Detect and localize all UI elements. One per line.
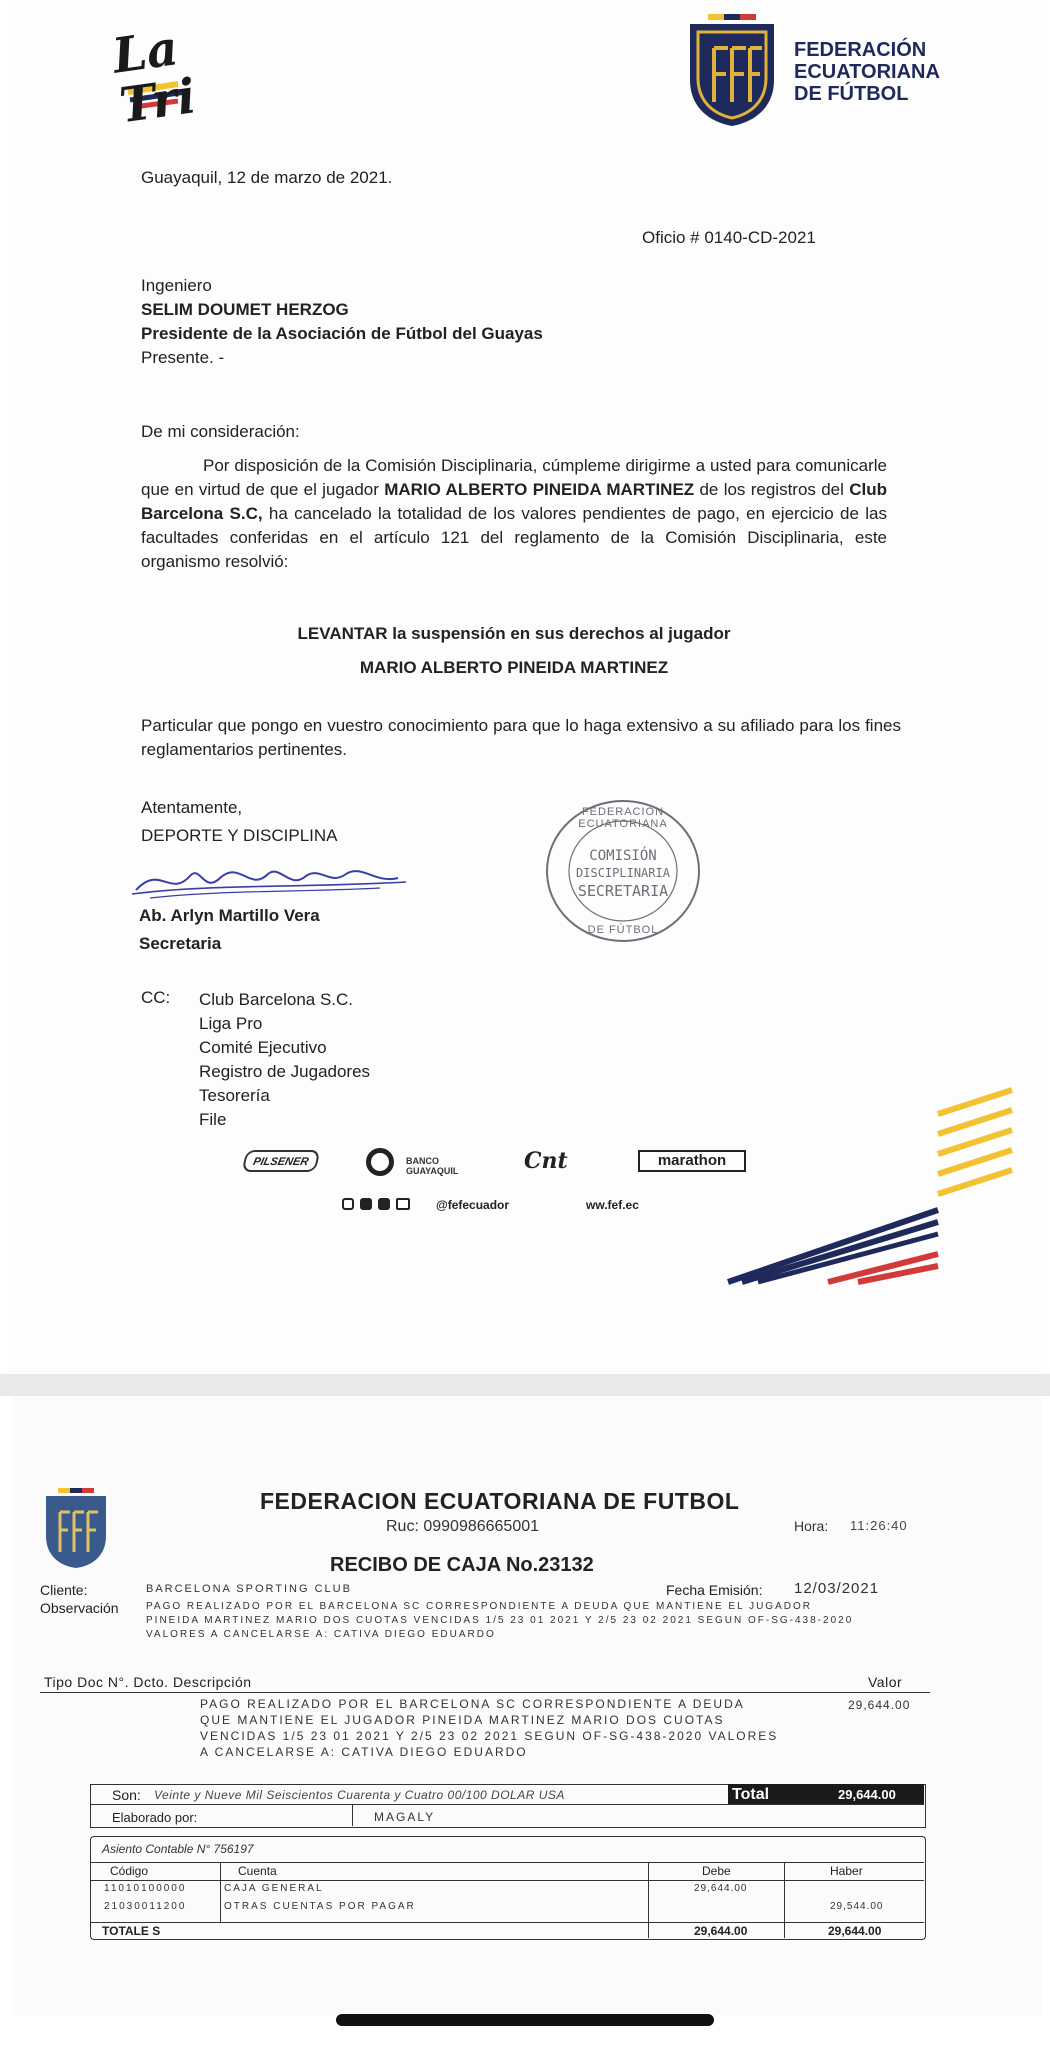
elaborado-value: MAGALY: [374, 1810, 436, 1824]
receipt-hora-value: 11:26:40: [850, 1518, 908, 1533]
observacion-text: [146, 1600, 926, 1642]
cc-label: CC:: [141, 988, 171, 1007]
body-player-name: MARIO ALBERTO PINEIDA MARTINEZ: [384, 480, 695, 499]
son-value: Veinte y Nueve Mil Seiscientos Cuarenta y Cuatro 00/100 DOLAR USA: [154, 1788, 565, 1802]
observacion-line: VALORES A CANCELARSE A: CATIVA DIEGO EDUARDO: [146, 1629, 496, 1640]
totals-divider: [90, 1922, 924, 1923]
cc-item: Club Barcelona S.C.: [199, 990, 354, 1009]
home-indicator[interactable]: [336, 2014, 714, 2026]
banco-guayaquil-icon: [366, 1148, 394, 1176]
col-divider-haber: [784, 1862, 785, 1938]
stamp-line-3: SECRETARIA: [577, 882, 669, 900]
body-text-2: de los registros del: [694, 480, 850, 499]
fef-name-line3: DE FÚTBOL: [794, 83, 909, 105]
row-1-cuenta: CAJA GENERAL: [224, 1883, 324, 1894]
th-haber: Haber: [830, 1864, 863, 1878]
social-icons: [342, 1198, 426, 1212]
header-row-divider: [90, 1880, 924, 1881]
facebook-icon[interactable]: [360, 1198, 372, 1210]
stamp-line-1: COMISIÓN: [589, 848, 657, 864]
column-header-description: Tipo Doc N°. Dcto. Descripción: [44, 1674, 252, 1690]
cc-item: Tesorería: [199, 1086, 270, 1105]
stamp-line-2: DISCIPLINARIA: [576, 866, 670, 880]
son-divider: [90, 1804, 924, 1805]
signer-name: Ab. Arlyn Martillo Vera: [139, 906, 320, 925]
observacion-label: Observación: [40, 1600, 119, 1616]
elaborado-label: Elaborado por:: [112, 1810, 198, 1825]
total-value: 29,644.00: [838, 1787, 896, 1802]
row-1-debe: 29,644.00: [694, 1883, 748, 1894]
body-club-name: Club Barcelona S.C,: [141, 480, 887, 523]
la-tri-logo-text: La Tri: [109, 20, 200, 135]
row-2-codigo: 21030011200: [104, 1901, 187, 1912]
stamp-ring-bottom: DE FÚTBOL: [587, 924, 659, 936]
col-divider-cuenta: [220, 1862, 221, 1922]
totals-debe: 29,644.00: [694, 1924, 748, 1938]
son-label: Son:: [112, 1787, 141, 1803]
recipient-name: SELIM DOUMET HERZOG: [141, 300, 349, 319]
recipient-title: Ingeniero: [141, 276, 212, 295]
sponsor-pilsener: [242, 1150, 321, 1172]
page-separator: [0, 1374, 1050, 1396]
cc-item: Liga Pro: [199, 1014, 263, 1033]
sponsor-cnt: Cnt: [524, 1148, 568, 1174]
stamp-ring-top: FEDERACIÓN ECUATORIANA: [578, 806, 668, 830]
fef-shield-logo: [684, 14, 780, 128]
website-link[interactable]: ww.fef.ec: [586, 1198, 639, 1212]
place-date: Guayaquil, 12 de marzo de 2021.: [141, 168, 393, 187]
col-divider-debe: [648, 1862, 649, 1938]
decorative-stripes: [718, 1082, 1018, 1292]
header-divider: [40, 1692, 930, 1693]
table-top-divider: [90, 1862, 924, 1863]
instagram-icon[interactable]: [342, 1198, 354, 1210]
cc-list: [199, 988, 370, 1132]
handwritten-signature: [130, 854, 410, 908]
description-line: A CANCELARSE A: CATIVA DIEGO EDUARDO: [200, 1745, 528, 1759]
asiento-label: Asiento Contable N° 756197: [102, 1842, 254, 1856]
body-text-1: Por disposición de la Comisión Disciplinaria, cúmpleme dirigirme a usted para comunicarle que en virtud de que el jugador: [141, 456, 887, 499]
mail-icon[interactable]: [396, 1198, 410, 1210]
fef-receipt-shield-logo: [44, 1488, 108, 1570]
letter-page: [8, 0, 1042, 1372]
receipt-ruc: Ruc: 0990986665001: [386, 1518, 540, 1535]
recipient-position: Presidente de la Asociación de Fútbol del Guayas: [141, 324, 543, 343]
sponsor-banco-guayaquil: BANCO GUAYAQUIL: [406, 1156, 459, 1176]
receipt-page: [12, 1396, 1042, 2016]
observacion-line: PAGO REALIZADO POR EL BARCELONA SC CORRESPONDIENTE A DEUDA QUE MANTIENE EL JUGADOR: [146, 1601, 812, 1612]
recipient-presente: Presente. -: [141, 348, 225, 367]
receipt-hora-label: Hora:: [794, 1518, 829, 1534]
row-2-cuenta: OTRAS CUENTAS POR PAGAR: [224, 1901, 416, 1912]
regards: Atentamente,: [141, 798, 243, 817]
description-line: QUE MANTIENE EL JUGADOR PINEIDA MARTINEZ MARIO DOS CUOTAS: [200, 1713, 725, 1727]
description-line: PAGO REALIZADO POR EL BARCELONA SC CORRESPONDIENTE A DEUDA: [200, 1697, 745, 1711]
fecha-label: Fecha Emisión:: [666, 1582, 763, 1598]
description-value: 29,644.00: [848, 1698, 911, 1712]
department: DEPORTE Y DISCIPLINA: [141, 826, 338, 845]
linkedin-icon[interactable]: [378, 1198, 390, 1210]
totals-haber: 29,644.00: [828, 1924, 882, 1938]
sponsor-pilsener-text: PILSENER: [251, 1156, 310, 1168]
receipt-title: RECIBO DE CAJA No.23132: [330, 1554, 594, 1576]
description-line: VENCIDAS 1/5 23 01 2021 Y 2/5 23 02 2021 SEGUN OF-SG-438-2020 VALORES: [200, 1729, 779, 1743]
salutation: De mi consideración:: [141, 422, 300, 441]
th-cuenta: Cuenta: [238, 1864, 277, 1878]
body-text-3: ha cancelado la totalidad de los valores pendientes de pago, en ejercicio de las facultades conferidas en el artículo 121 del reglamento de la Comisión Disciplinaria, este organismo resolvió:: [141, 504, 887, 571]
resolution-line-2: MARIO ALBERTO PINEIDA MARTINEZ: [359, 658, 669, 677]
cliente-value: BARCELONA SPORTING CLUB: [146, 1583, 352, 1595]
observacion-line: PINEIDA MARTINEZ MARIO DOS CUOTAS VENCIDAS 1/5 23 01 2021 Y 2/5 23 02 2021 SEGUN OF-SG-438-2020: [146, 1615, 854, 1626]
oficio-number: Oficio # 0140-CD-2021: [642, 228, 816, 247]
resolution-line-1: LEVANTAR la suspensión en sus derechos al jugador: [297, 624, 731, 643]
fef-name-line1: FEDERACIÓN: [794, 39, 927, 61]
fef-name-line2: ECUATORIANA: [794, 61, 940, 83]
social-handle[interactable]: @fefecuador: [436, 1198, 510, 1212]
total-label: Total: [732, 1786, 770, 1803]
receipt-org-name: FEDERACION ECUATORIANA DE FUTBOL: [260, 1488, 740, 1514]
commission-stamp: [542, 796, 704, 946]
la-tri-logo: [108, 14, 258, 134]
body-paragraph: [141, 454, 887, 574]
th-debe: Debe: [702, 1864, 731, 1878]
row-2-haber: 29,544.00: [830, 1901, 884, 1912]
cc-item: File: [199, 1110, 227, 1129]
signer-title: Secretaria: [139, 934, 222, 953]
row-1-codigo: 11010100000: [104, 1883, 187, 1894]
fecha-value: 12/03/2021: [794, 1580, 880, 1597]
th-codigo: Código: [110, 1864, 149, 1878]
sponsor-marathon-text: marathon: [657, 1152, 727, 1169]
cc-item: Registro de Jugadores: [199, 1062, 371, 1081]
cc-item: Comité Ejecutivo: [199, 1038, 327, 1057]
closing-paragraph: Particular que pongo en vuestro conocimiento para que lo haga extensivo a su afiliado para los fines reglamentarios pertinentes.: [141, 716, 901, 759]
cliente-label: Cliente:: [40, 1582, 88, 1598]
totals-label: TOTALE S: [102, 1924, 161, 1938]
description-text: [200, 1696, 820, 1760]
column-header-valor: Valor: [868, 1674, 903, 1690]
elaborado-divider: [352, 1804, 353, 1826]
